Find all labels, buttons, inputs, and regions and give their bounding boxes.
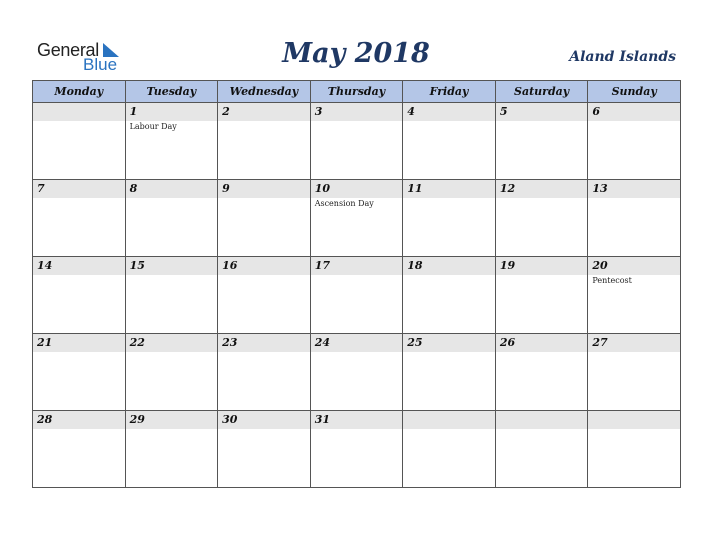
day-number-bar xyxy=(33,334,125,352)
day-number: 10 xyxy=(314,182,330,195)
day-number: 28 xyxy=(37,413,53,426)
calendar-day-cell[interactable] xyxy=(218,411,311,488)
day-number: 27 xyxy=(592,336,608,349)
holiday-label xyxy=(403,429,495,430)
weekday-header-row xyxy=(33,81,681,103)
day-number-bar xyxy=(126,411,218,429)
holiday-label: Pentecost xyxy=(592,276,632,285)
calendar-day-cell[interactable] xyxy=(495,103,588,180)
logo-blue-text: Blue xyxy=(83,55,118,74)
calendar-week-row xyxy=(33,257,681,334)
day-number-bar xyxy=(126,334,218,352)
day-number: 14 xyxy=(37,259,53,272)
day-number: 5 xyxy=(499,105,508,118)
day-number: 22 xyxy=(129,336,145,349)
day-number: 17 xyxy=(314,259,330,272)
calendar-day-cell[interactable] xyxy=(403,180,496,257)
calendar-grid xyxy=(32,80,681,488)
day-number-bar xyxy=(218,103,310,121)
day-number-bar xyxy=(403,180,495,198)
day-number-bar xyxy=(588,334,680,352)
day-number-bar xyxy=(126,257,218,275)
calendar-day-cell[interactable] xyxy=(403,411,496,488)
day-number: 9 xyxy=(222,182,230,195)
holiday-label xyxy=(126,352,218,353)
day-number-bar xyxy=(496,334,588,352)
day-number: 15 xyxy=(129,259,145,272)
holiday-label: Labour Day xyxy=(129,122,177,131)
day-number: 7 xyxy=(37,182,45,195)
holiday-label xyxy=(218,429,310,430)
day-number-bar xyxy=(126,180,218,198)
day-number: 18 xyxy=(407,259,423,272)
calendar-week-row xyxy=(33,103,681,180)
holiday-label xyxy=(218,198,310,199)
weekday-header: Tuesday xyxy=(125,81,218,103)
holiday-label xyxy=(588,352,680,353)
day-number: 26 xyxy=(499,336,516,349)
holiday-label xyxy=(588,198,680,199)
calendar-day-cell[interactable] xyxy=(495,257,588,334)
day-number: 3 xyxy=(314,105,323,118)
day-number: 25 xyxy=(407,336,423,349)
calendar-day-cell[interactable] xyxy=(403,334,496,411)
holiday-label xyxy=(403,198,495,199)
calendar-day-cell[interactable] xyxy=(125,411,218,488)
day-number: 16 xyxy=(222,259,238,272)
holiday-label xyxy=(33,198,125,199)
day-number: 2 xyxy=(222,105,230,118)
holiday-label xyxy=(33,275,125,276)
calendar-day-cell[interactable] xyxy=(310,103,403,180)
calendar-day-cell[interactable] xyxy=(125,257,218,334)
day-number-bar xyxy=(588,411,680,429)
day-number-bar xyxy=(218,334,310,352)
calendar-day-cell[interactable] xyxy=(218,334,311,411)
day-number-bar xyxy=(126,103,218,121)
day-number: 13 xyxy=(592,182,608,195)
day-number-bar xyxy=(403,411,495,429)
weekday-header: Sunday xyxy=(588,81,681,103)
holiday-label xyxy=(33,121,125,122)
holiday-label xyxy=(403,352,495,353)
day-number-bar xyxy=(218,411,310,429)
day-number-bar xyxy=(403,334,495,352)
calendar-day-cell[interactable] xyxy=(33,257,126,334)
calendar-week-row xyxy=(33,334,681,411)
holiday-label xyxy=(33,352,125,353)
weekday-header: Saturday xyxy=(495,81,588,103)
day-number-bar xyxy=(496,103,588,121)
day-number-bar xyxy=(588,257,680,275)
calendar-day-cell[interactable] xyxy=(218,103,311,180)
day-number: 31 xyxy=(314,413,330,426)
calendar-day-cell[interactable] xyxy=(588,257,681,334)
calendar-day-cell[interactable] xyxy=(588,103,681,180)
calendar-day-cell[interactable] xyxy=(218,257,311,334)
calendar-week-row xyxy=(33,180,681,257)
calendar-day-cell[interactable] xyxy=(310,411,403,488)
calendar-day-cell[interactable] xyxy=(125,103,218,180)
calendar-day-cell[interactable] xyxy=(310,180,403,257)
holiday-label xyxy=(496,352,588,353)
day-number-bar xyxy=(33,411,125,429)
holiday-label xyxy=(218,352,310,353)
day-number-bar xyxy=(33,257,125,275)
calendar-day-cell[interactable] xyxy=(33,334,126,411)
calendar-day-cell[interactable] xyxy=(495,180,588,257)
holiday-label xyxy=(311,275,403,276)
calendar-day-cell[interactable] xyxy=(403,257,496,334)
day-number: 1 xyxy=(129,105,138,118)
holiday-label xyxy=(496,429,588,430)
day-number-bar xyxy=(33,180,125,198)
calendar-day-cell[interactable] xyxy=(495,334,588,411)
holiday-label xyxy=(403,121,495,122)
day-number-bar xyxy=(588,103,680,121)
day-number-bar xyxy=(496,180,588,198)
day-number: 30 xyxy=(222,413,238,426)
day-number: 11 xyxy=(407,182,423,195)
day-number: 24 xyxy=(314,336,330,349)
holiday-label xyxy=(496,198,588,199)
holiday-label xyxy=(126,198,218,199)
calendar-day-cell[interactable] xyxy=(495,411,588,488)
weekday-header: Thursday xyxy=(310,81,403,103)
holiday-label xyxy=(218,275,310,276)
holiday-label xyxy=(496,121,588,122)
logo-general-text: General xyxy=(37,40,99,60)
holiday-label xyxy=(496,275,588,276)
calendar-day-cell[interactable] xyxy=(588,411,681,488)
day-number-bar xyxy=(496,411,588,429)
day-number: 19 xyxy=(499,259,516,272)
day-number-bar xyxy=(588,180,680,198)
day-number-bar xyxy=(311,411,403,429)
calendar-day-cell[interactable] xyxy=(218,180,311,257)
day-number-bar xyxy=(311,180,403,198)
day-number-bar xyxy=(403,257,495,275)
holiday-label: Ascension Day xyxy=(314,199,374,208)
calendar-day-cell[interactable] xyxy=(33,180,126,257)
calendar-day-cell[interactable] xyxy=(310,257,403,334)
day-number-bar xyxy=(311,257,403,275)
calendar-day-cell[interactable] xyxy=(33,103,126,180)
day-number: 4 xyxy=(407,105,415,118)
calendar-day-cell[interactable] xyxy=(33,411,126,488)
calendar-day-cell[interactable] xyxy=(588,334,681,411)
calendar-day-cell[interactable] xyxy=(588,180,681,257)
calendar-week-row xyxy=(33,411,681,488)
holiday-label xyxy=(126,429,218,430)
day-number: 29 xyxy=(129,413,145,426)
calendar-day-cell[interactable] xyxy=(403,103,496,180)
holiday-label xyxy=(588,429,680,430)
holiday-label xyxy=(218,121,310,122)
day-number-bar xyxy=(218,180,310,198)
calendar-day-cell[interactable] xyxy=(125,334,218,411)
weekday-header: Friday xyxy=(403,81,496,103)
day-number: 6 xyxy=(592,105,601,118)
calendar-day-cell[interactable] xyxy=(125,180,218,257)
holiday-label xyxy=(33,429,125,430)
holiday-label xyxy=(588,121,680,122)
weekday-header: Monday xyxy=(33,81,126,103)
holiday-label xyxy=(403,275,495,276)
day-number-bar xyxy=(311,103,403,121)
day-number: 12 xyxy=(499,182,516,195)
day-number-bar xyxy=(218,257,310,275)
day-number-bar xyxy=(496,257,588,275)
holiday-label xyxy=(311,352,403,353)
holiday-label xyxy=(311,121,403,122)
day-number-bar xyxy=(33,103,125,121)
day-number: 21 xyxy=(37,336,53,349)
weekday-header: Wednesday xyxy=(218,81,311,103)
day-number-bar xyxy=(403,103,495,121)
region-name: Aland Islands xyxy=(569,49,676,65)
holiday-label xyxy=(311,429,403,430)
day-number: 23 xyxy=(222,336,238,349)
day-number: 20 xyxy=(592,259,608,272)
calendar-day-cell[interactable] xyxy=(310,334,403,411)
day-number: 8 xyxy=(129,182,138,195)
day-number-bar xyxy=(311,334,403,352)
holiday-label xyxy=(126,275,218,276)
calendar-title: May 2018 xyxy=(282,38,430,69)
